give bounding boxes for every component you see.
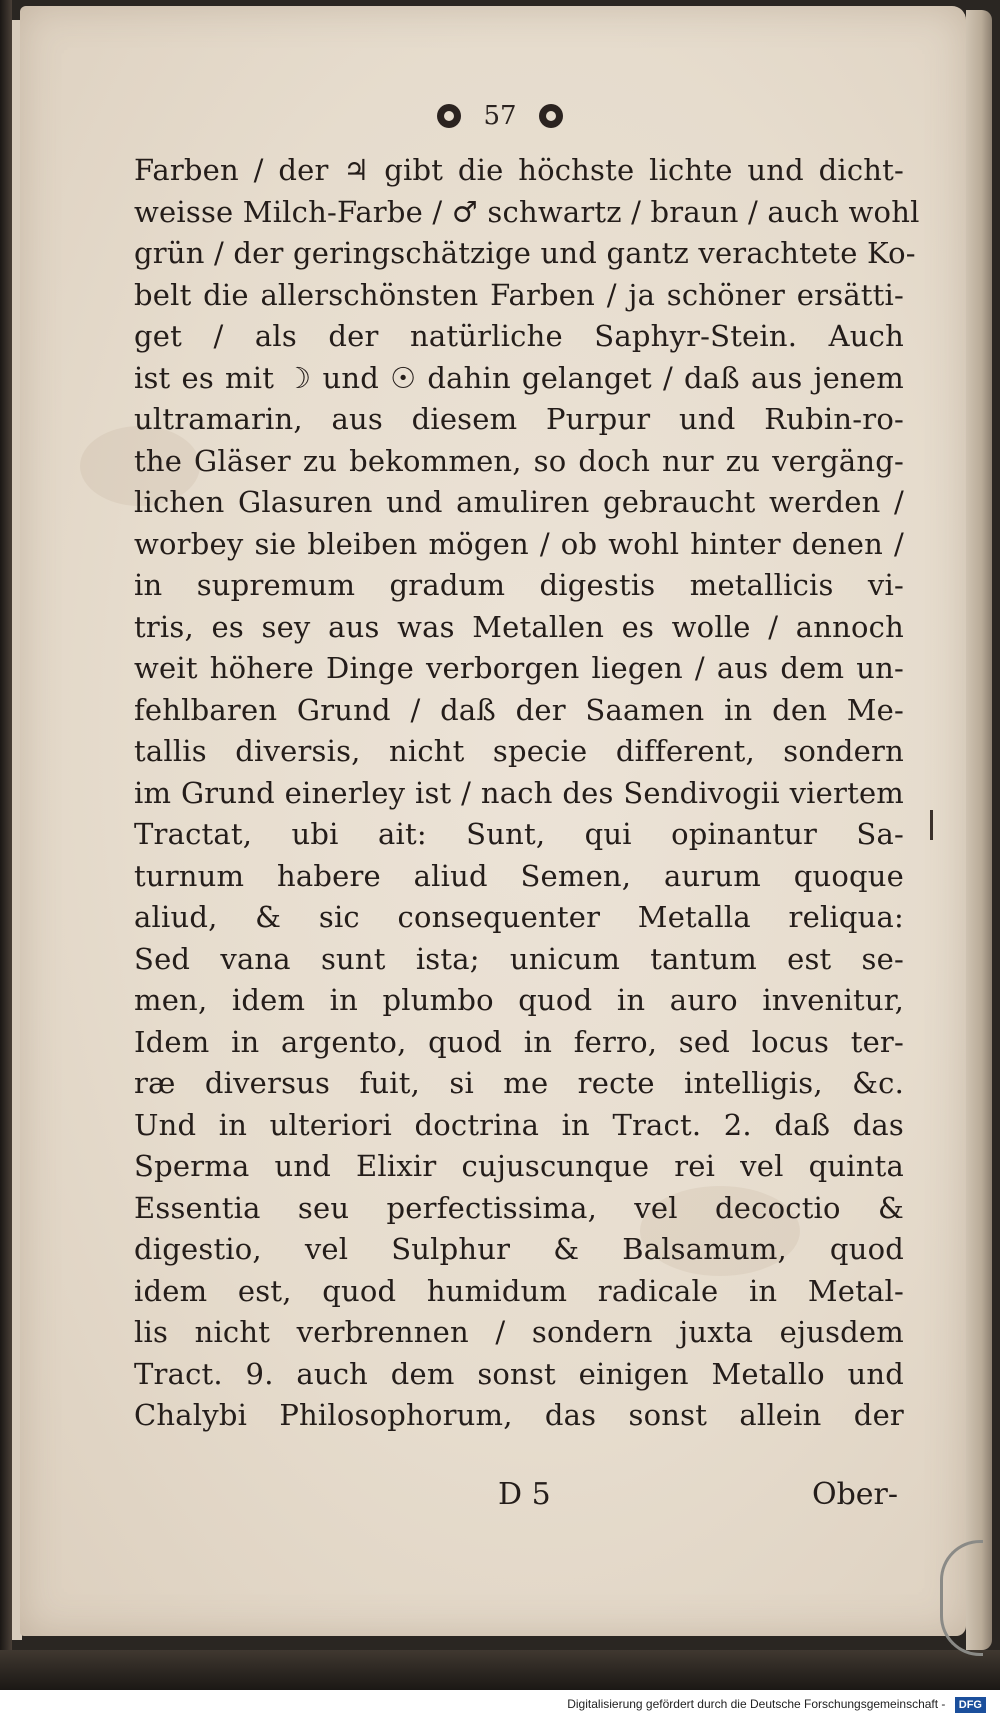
text-line: tris, es sey aus was Metallen es wolle / annoch	[134, 609, 904, 644]
page-footer	[498, 1474, 898, 1516]
page-stack-edge	[966, 10, 992, 1650]
margin-mark	[930, 810, 933, 840]
text-line: grün / der geringschätzige und gantz verachtete Ko-	[134, 236, 916, 270]
text-line: weisse Milch-Farbe / ♂ schwartz / braun / auch wohl	[134, 194, 920, 229]
text-line: im Grund einerley ist / nach des Sendivogii viertem	[134, 775, 904, 810]
text-line: Tractat, ubi ait: Sunt, qui opinantur Sa-	[134, 817, 904, 851]
text-line: tallis diversis, nicht specie different, sondern	[134, 734, 904, 768]
text-line: men, idem in plumbo quod in auro invenitur,	[134, 983, 904, 1017]
fleuron-ornament-right	[539, 104, 563, 128]
text-line: the Gläser zu bekommen, so doch nur zu vergäng-	[134, 443, 904, 478]
book-cover-edge	[0, 1650, 1000, 1690]
text-line: Sperma und Elixir cujuscunque rei vel quinta	[134, 1149, 904, 1183]
text-line: Chalybi Philosophorum, das sonst allein der	[134, 1398, 904, 1432]
text-line: turnum habere aliud Semen, aurum quoque	[134, 858, 904, 893]
text-line: fehlbaren Grund / daß der Saamen in den Me-	[134, 692, 904, 727]
text-line: Sed vana sunt ista; unicum tantum est se-	[134, 941, 904, 976]
text-line: get / als der natürliche Saphyr-Stein. Auch	[134, 319, 904, 353]
text-line: ultramarin, aus diesem Purpur und Rubin-ro-	[134, 402, 904, 436]
text-line: digestio, vel Sulphur & Balsamum, quod	[134, 1232, 904, 1266]
text-line: belt die allerschönsten Farben / ja schöner ersätti-	[134, 277, 904, 312]
page-clip	[940, 1540, 983, 1656]
text-line: Farben / der ♃ gibt die höchste lichte und dicht-	[134, 153, 904, 187]
text-line: Idem in argento, quod in ferro, sed locus ter-	[134, 1024, 904, 1059]
text-line: Essentia seu perfectissima, vel decoctio &	[134, 1190, 904, 1225]
text-line: idem est, quod humidum radicale in Metal-	[134, 1273, 904, 1308]
page-number: 57	[483, 101, 517, 131]
catchword: Ober-	[811, 1477, 898, 1512]
text-line: worbey sie bleiben mögen / ob wohl hinter denen /	[134, 526, 904, 561]
text-line: lichen Glasuren und amuliren gebraucht werden /	[134, 485, 904, 519]
text-line: lis nicht verbrennen / sondern juxta ejusdem	[134, 1315, 904, 1349]
text-line: weit höhere Dinge verborgen liegen / aus dem un-	[134, 651, 904, 685]
binding-edge	[0, 0, 12, 1690]
page-body-text	[134, 150, 920, 1437]
text-line: ist es mit ☽ und ☉ dahin gelanget / daß aus jenem	[134, 360, 904, 395]
digitization-credit-bar	[0, 1690, 1000, 1718]
text-line: Tract. 9. auch dem sonst einigen Metallo und	[134, 1356, 904, 1391]
text-line: ræ diversus fuit, si me recte intelligis, &c.	[134, 1066, 904, 1100]
signature-mark: D 5	[498, 1477, 551, 1512]
dfg-logo: DFG	[955, 1697, 986, 1713]
text-line: in supremum gradum digestis metallicis vi-	[134, 568, 904, 602]
fleuron-ornament-left	[437, 104, 461, 128]
digitization-credit-text: Digitalisierung gefördert durch die Deutsche Forschungsgemeinschaft -	[567, 1697, 946, 1711]
text-line: Und in ulteriori doctrina in Tract. 2. daß das	[134, 1107, 904, 1142]
page-header	[0, 100, 1000, 131]
text-line: aliud, & sic consequenter Metalla reliqua:	[134, 900, 904, 934]
